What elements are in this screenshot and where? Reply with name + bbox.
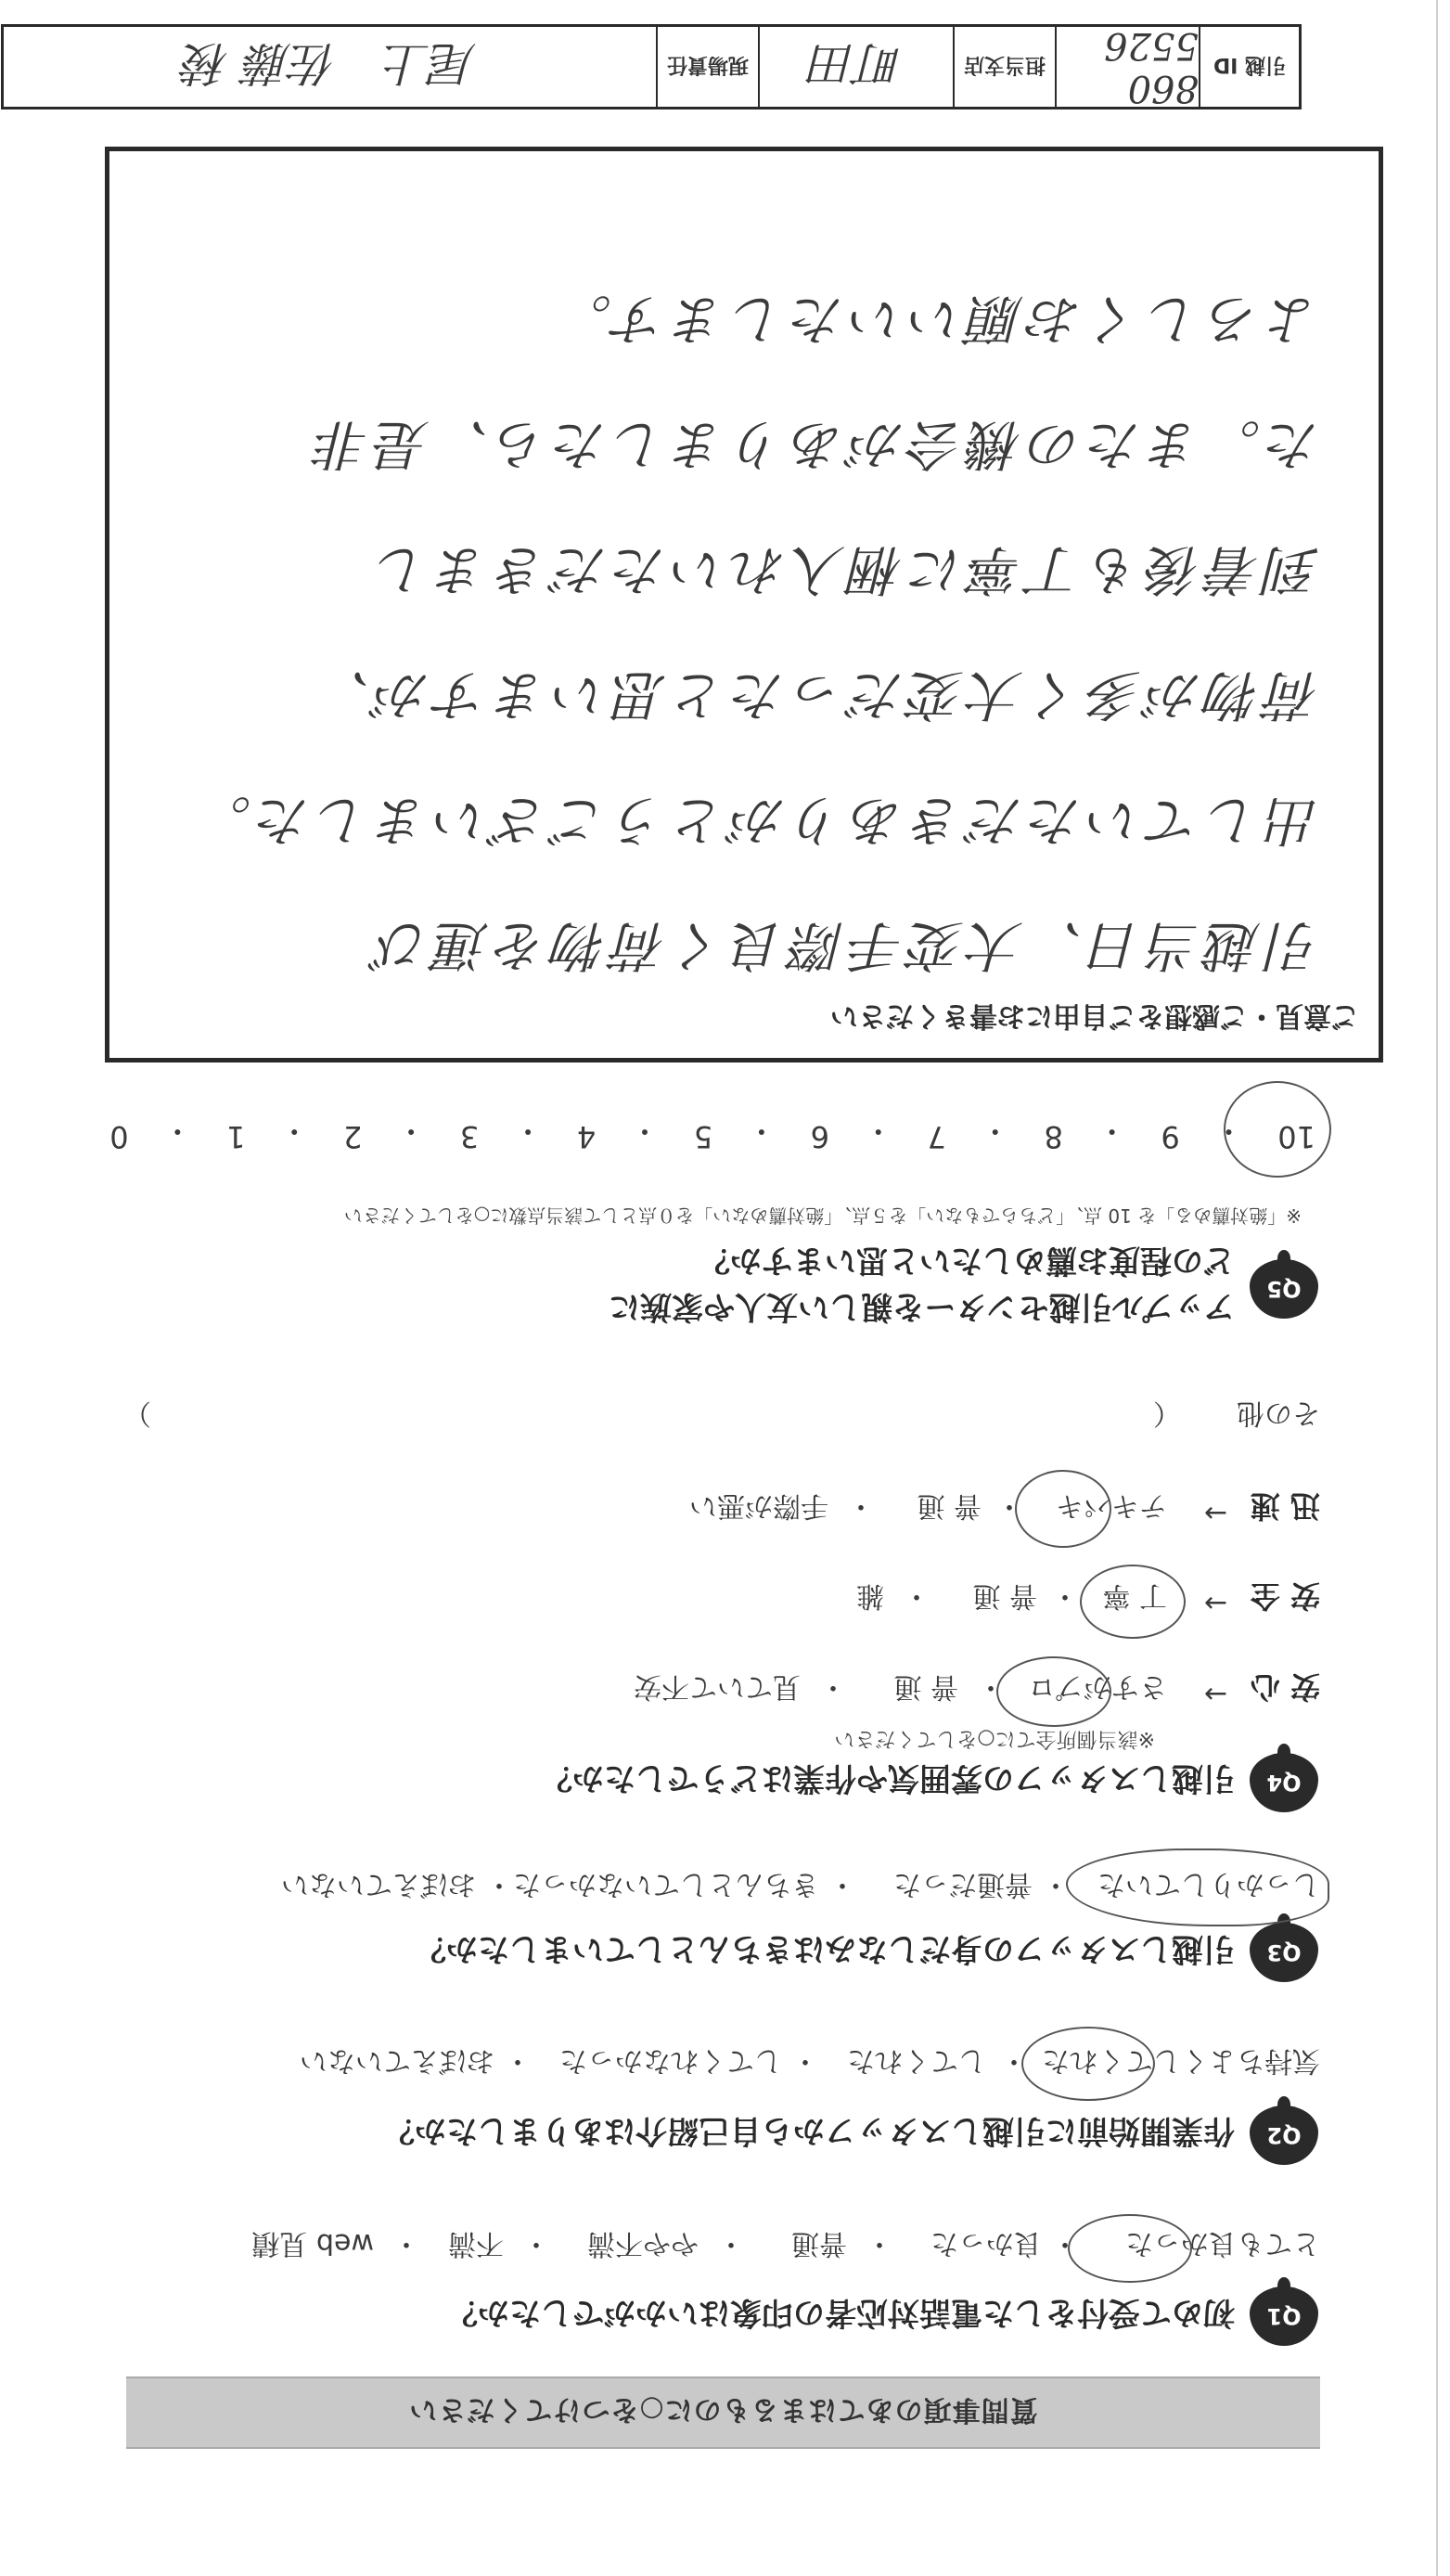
separator: ・ <box>819 1670 847 1703</box>
comment-line: 到着後も丁寧に梱入れいただきまし <box>369 538 1320 601</box>
q3-option: しっかりしていた <box>1097 1868 1320 1900</box>
scan-edge-line <box>1436 0 1438 2576</box>
separator: ・ <box>866 2227 893 2260</box>
scale-value: 4 <box>576 1119 597 1154</box>
id-label-cell: 引越 ID <box>1199 27 1299 107</box>
comment-line: 引越当日、大変手際良く荷物を運び <box>369 914 1320 977</box>
q4-option: 普 通 <box>972 1579 1037 1612</box>
separator: ・ <box>995 1489 1023 1522</box>
q4-row-label: 安 全 <box>1250 1578 1320 1614</box>
q1-option: 不満 <box>448 2227 504 2260</box>
scale-value: 5 <box>693 1119 713 1154</box>
scale-value: 2 <box>343 1119 363 1154</box>
id-value-cell: 860 5526 <box>1055 27 1199 107</box>
q3-question: 引越しスタッフの身だしなみはきちんとしていましたか？ <box>415 1930 1235 1967</box>
q5-circle-mark <box>1224 1081 1331 1178</box>
scale-value: 9 <box>1161 1119 1180 1154</box>
comment-line: よろしくお願いいたします。 <box>552 288 1320 351</box>
leader-label-cell: 現場責任 <box>656 27 758 107</box>
q3-option: 普通だった <box>893 1868 1033 1900</box>
q4-other-label: その他 <box>1237 1397 1320 1429</box>
q4-question: 引越しスタッフの雰囲気や作業はどうでしたか？ <box>541 1759 1235 1797</box>
q1-badge: Q1 <box>1250 2286 1318 2346</box>
q4-other-open: （ <box>1153 1397 1181 1429</box>
separator: ・ <box>1042 1868 1070 1900</box>
q1-circle-mark <box>1068 2214 1192 2283</box>
q4-circle-mark <box>1015 1470 1111 1548</box>
q4-circle-mark <box>1080 1565 1186 1639</box>
id-table <box>1 24 1302 109</box>
q4-option: 丁 寧 <box>1102 1579 1167 1612</box>
separator: ・ <box>485 1868 513 1900</box>
arrow: → <box>1203 1678 1227 1710</box>
leader-value-cell: 尾上 佐藤 稜 <box>183 36 477 90</box>
q4-option: 手際が悪い <box>689 1489 828 1522</box>
q4-option: 普 通 <box>917 1489 982 1522</box>
q5-question-line1: アップル引越センターを親しい友人や家族に <box>609 1288 1235 1325</box>
q4-circle-mark <box>996 1656 1111 1727</box>
q3-option: おぼえていない <box>281 1868 476 1900</box>
comment-line: 出していただきありがとうございました。 <box>191 789 1320 852</box>
comment-line: 荷物が多く大変だったと思いますが、 <box>310 663 1320 727</box>
q2-circle-mark <box>1021 2027 1155 2101</box>
separator: ・ <box>791 2044 819 2077</box>
separator: ・ <box>977 1670 1005 1703</box>
q5-scale: 10 ・ 9 ・ 8 ・ 7 ・ 6 ・ 5 ・ 4 ・ 3 ・ 2 ・ 1 ・ 0 <box>109 1114 1315 1154</box>
scale-value: 6 <box>810 1119 830 1154</box>
q4-option: 見ていて不安 <box>634 1670 801 1703</box>
q5-note: ※「絶対薦める」を 10 点、「どちらでもない」を５点、「絶対薦めない」を０点として該当点数に○をしてください <box>343 1204 1302 1227</box>
q1-option: 良かった <box>930 2227 1042 2260</box>
q1-option: web 見積 <box>251 2227 374 2260</box>
separator: ・ <box>392 2227 420 2260</box>
q1-option: やや不満 <box>587 2227 699 2260</box>
q2-option: おぼえていない <box>300 2044 494 2077</box>
scale-value: 10 <box>1277 1119 1315 1154</box>
separator: ・ <box>903 1579 930 1612</box>
q4-option: テキパキ <box>1056 1489 1167 1522</box>
separator: ・ <box>717 2227 745 2260</box>
q4-row-label: 迅 速 <box>1250 1488 1320 1524</box>
arrow: → <box>1203 1587 1227 1619</box>
q1-option: ・ <box>1051 2227 1079 2260</box>
separator: ・ <box>1000 2044 1028 2077</box>
separator: ・ <box>522 2227 550 2260</box>
comment-line: た。またの機会がありましたら、是非 <box>310 413 1320 476</box>
q3-option: きちんとしていなかった <box>513 1868 819 1900</box>
q3-circle-mark <box>1066 1848 1329 1926</box>
q4-other-close: ） <box>123 1397 151 1429</box>
q4-badge: Q4 <box>1250 1753 1318 1812</box>
scale-value: 1 <box>226 1119 246 1154</box>
instructions-banner <box>126 2376 1320 2449</box>
q2-option: してくれなかった <box>559 2044 782 2077</box>
q5-question-line2: どの程度お薦めしたいと思いますか？ <box>699 1242 1235 1279</box>
branch-value-cell: 町田 <box>758 27 953 107</box>
banner-text: 質問事項のあてはまるものに○をつけてください <box>408 2393 1038 2426</box>
branch-label-cell: 担当支店 <box>953 27 1055 107</box>
comment-label: ご意見・ご感想をご自由にお書きください <box>830 999 1359 1032</box>
q4-option: 普 通 <box>893 1670 958 1703</box>
separator: ・ <box>847 1489 875 1522</box>
q1-question: 初めて受付をした電話対応者の印象はいかがでしたか？ <box>446 2294 1235 2331</box>
q4-note: ※該当個所全てに○をしてください <box>834 1727 1155 1750</box>
arrow: → <box>1203 1497 1227 1529</box>
q3-badge: Q3 <box>1250 1923 1318 1982</box>
separator: ・ <box>828 1868 856 1900</box>
q4-option: 雑 <box>856 1579 884 1612</box>
q5-badge: Q5 <box>1250 1259 1318 1319</box>
q1-option: とても良かった <box>1125 2227 1320 2260</box>
q2-option: してくれた <box>847 2044 986 2077</box>
separator: ・ <box>504 2044 532 2077</box>
q1-option: 普通 <box>791 2227 847 2260</box>
scale-value: 3 <box>459 1119 480 1154</box>
q2-option: 気持ちよくしてくれた <box>1042 2044 1320 2077</box>
q4-option: さすがプロ <box>1028 1670 1167 1703</box>
scale-value: 0 <box>109 1119 129 1154</box>
separator: ・ <box>1051 1579 1079 1612</box>
q4-row-label: 安 心 <box>1250 1669 1320 1705</box>
q2-badge: Q2 <box>1250 2106 1318 2165</box>
scale-value: 8 <box>1044 1119 1063 1154</box>
q2-question: 作業開始前に引越しスタッフから自己紹介はありましたか？ <box>383 2112 1235 2149</box>
scale-value: 7 <box>927 1119 946 1154</box>
